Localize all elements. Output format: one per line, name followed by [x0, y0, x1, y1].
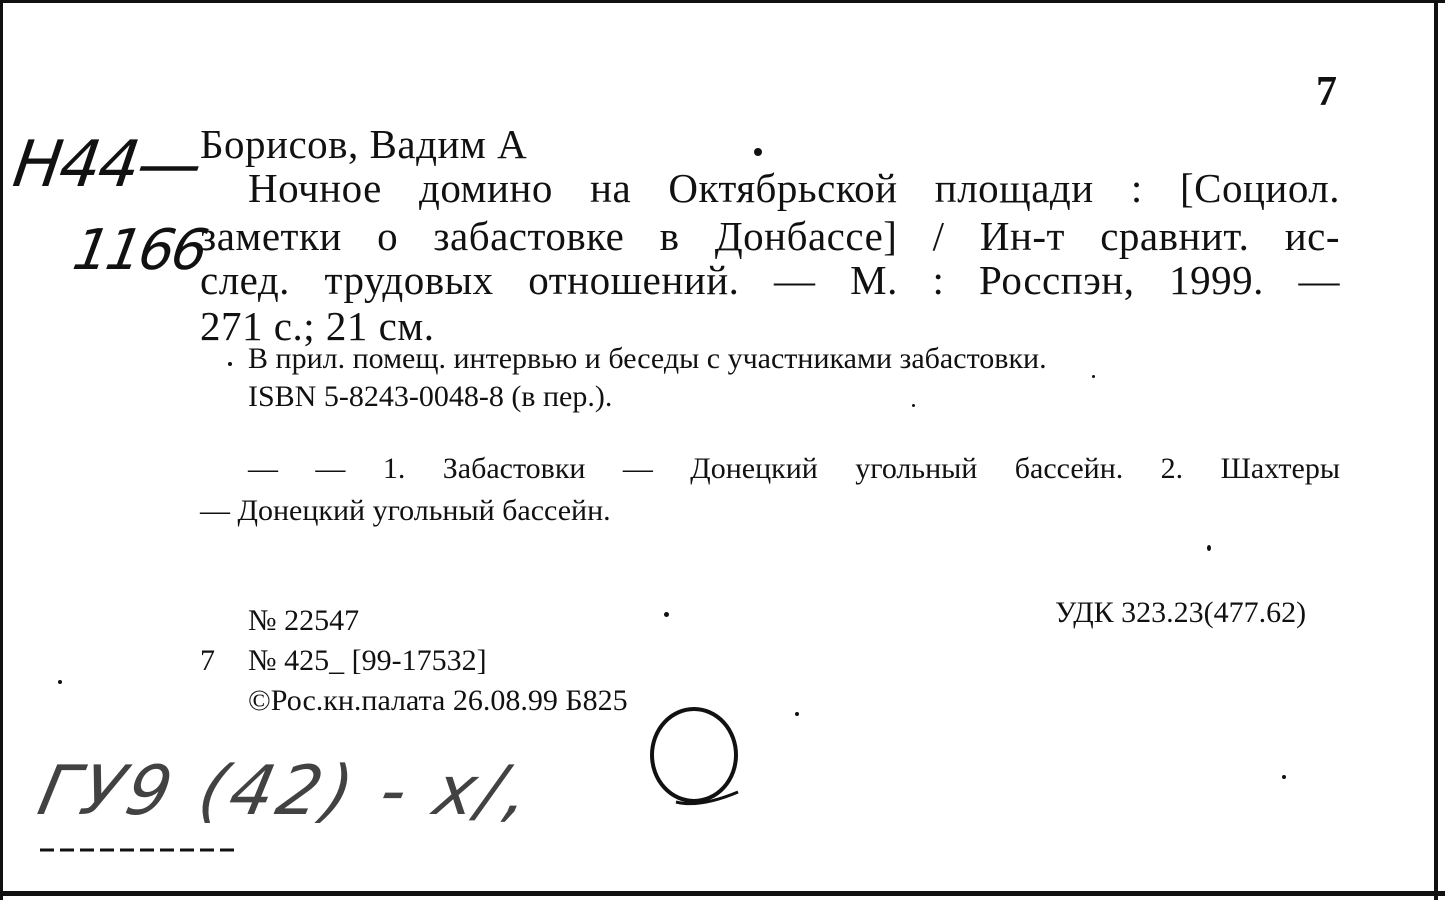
page-number: 7 [1316, 69, 1337, 115]
scan-speck [1282, 775, 1286, 779]
stamp-circle-mark [640, 700, 760, 815]
title-line-2: заметки о забастовке в Донбассе] / Ин-т сравнит. ис- [200, 213, 1340, 259]
card-border-bottom [0, 891, 1445, 896]
note-line: В прил. помещ. интервью и беседы с участниками забастовки. [248, 342, 1047, 375]
card-border-left [0, 0, 3, 900]
scan-speck [912, 404, 915, 407]
shelfmark-line2: 1166 [68, 218, 211, 283]
handwritten-annotation: ГУ9 (42) - х/, [31, 752, 541, 831]
subjects-line-1: — — 1. Забастовки — Донецкий угольный бассейн. 2. Шахтеры [248, 452, 1340, 485]
record-line2: № 425_ [99-17532] [248, 644, 487, 677]
copyright-line: ©Рос.кн.палата 26.08.99 Б825 [248, 684, 628, 717]
title-line-1: Ночное домино на Октябрьской площади : [Социол. [248, 165, 1340, 211]
shelfmark-line1: Н44— [8, 128, 205, 202]
scan-speck [1092, 375, 1095, 378]
handwritten-underline [40, 845, 240, 855]
scan-speck [228, 362, 232, 366]
record-number: № 22547 [248, 604, 360, 637]
record-line2-prefix: 7 [200, 644, 215, 677]
udk-code: УДК 323.23(477.62) [1055, 596, 1307, 629]
scan-speck [795, 712, 799, 716]
subjects-line-2: — Донецкий угольный бассейн. [200, 494, 611, 527]
title-line-3: след. трудовых отношений. — М. : Росспэн, 1999. — [200, 257, 1340, 303]
scan-speck [58, 680, 62, 684]
isbn-line: ISBN 5-8243-0048-8 (в пер.). [248, 380, 613, 413]
scan-speck [1207, 545, 1211, 551]
card-border-right [1434, 0, 1438, 900]
scan-speck [754, 148, 762, 156]
author-heading: Борисов, Вадим А [200, 121, 528, 167]
card-border-top [0, 0, 1445, 3]
title-line-4: 271 с.; 21 см. [200, 303, 435, 349]
scan-speck [664, 612, 669, 617]
